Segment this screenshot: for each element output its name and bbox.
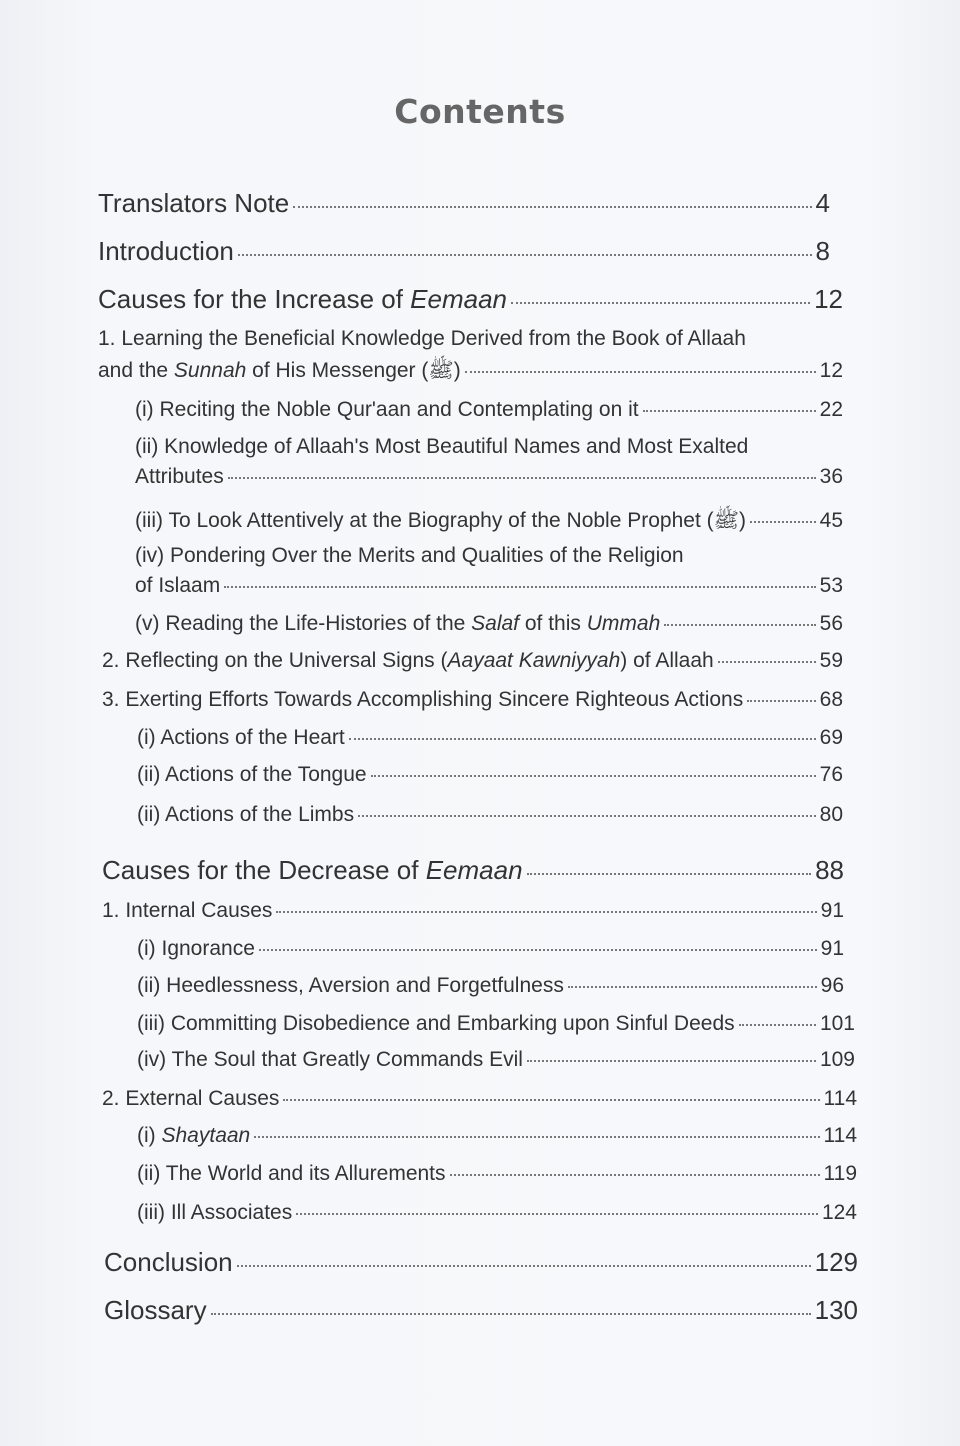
toc-entry-title: (ii) Actions of the Limbs (137, 803, 355, 826)
toc-page-number: 4 (815, 188, 830, 218)
page-title: Contents (394, 92, 566, 131)
toc-page-number: 68 (819, 688, 843, 711)
toc-page-number: 114 (823, 1087, 857, 1110)
toc-entry (102, 1087, 857, 1111)
toc-entry (98, 236, 830, 267)
toc-entry (137, 937, 844, 961)
toc-entry-title: 2. Reflecting on the Universal Signs ( (102, 649, 448, 672)
toc-entry-title: (ii) Actions of the Tongue (137, 763, 367, 786)
toc-page-number: 8 (815, 236, 830, 266)
toc-page-number: 53 (819, 574, 843, 597)
toc-entry-title: 3. Exerting Efforts Towards Accomplishing Sincere Righteous Actions (102, 688, 744, 711)
toc-entry-title: (i) Ignorance (137, 937, 255, 960)
toc-entry (135, 612, 843, 636)
toc-page-number: 129 (814, 1247, 858, 1277)
toc-entry (137, 1124, 857, 1148)
toc-entry-title: of Islaam (135, 574, 221, 597)
toc-entry-title: of this (519, 612, 587, 635)
toc-entry-title: Glossary (104, 1295, 207, 1325)
toc-entry (98, 188, 830, 219)
toc-page-number: 69 (819, 726, 843, 749)
toc-entry-title: (ii) Heedlessness, Aversion and Forgetfulness (137, 974, 564, 997)
toc-page-number: 56 (819, 612, 843, 635)
toc-entry (104, 1295, 858, 1326)
toc-entry-title: (iv) The Soul that Greatly Commands Evil (137, 1048, 523, 1071)
toc-entry-title-line1: (iv) Pondering Over the Merits and Qualities of the Religion (135, 544, 684, 567)
toc-page-number: 114 (823, 1124, 857, 1147)
toc-entry-title-line1: (ii) Knowledge of Allaah's Most Beautiful Names and Most Exalted (135, 435, 749, 458)
toc-entry-emphasis: Salaf (471, 612, 520, 635)
toc-entry-emphasis: Eemaan (425, 855, 523, 885)
toc-entry-title: 2. External Causes (102, 1087, 280, 1110)
toc-page-number: 36 (819, 465, 843, 488)
toc-entry (137, 763, 843, 787)
toc-entry-title: Causes for the Decrease of (102, 855, 426, 885)
toc-entry (137, 1048, 855, 1072)
toc-entry (137, 1201, 857, 1225)
toc-entry-title: Conclusion (104, 1247, 233, 1277)
toc-entry-title: (iii) Committing Disobedience and Embarking upon Sinful Deeds (137, 1012, 735, 1035)
toc-page-number: 45 (819, 509, 843, 532)
toc-entry-title: (ii) The World and its Allurements (137, 1162, 446, 1185)
toc-entry-emphasis: Aayaat Kawniyyah (447, 649, 621, 672)
toc-entry-title: (i) (137, 1124, 162, 1147)
toc-entry-title: Introduction (98, 236, 234, 266)
toc-page-number: 22 (819, 398, 843, 421)
toc-page-number: 88 (815, 855, 844, 885)
toc-page-number: 130 (814, 1295, 858, 1325)
toc-entry-title: (iii) To Look Attentively at the Biography of the Noble Prophet (ﷺ) (135, 509, 746, 532)
toc-page-number: 96 (820, 974, 844, 997)
toc-entry (102, 649, 843, 673)
toc-page-number: 101 (819, 1012, 855, 1035)
toc-entry-title: ) of Allaah (620, 649, 714, 672)
toc-entry-title: (i) Reciting the Noble Qur'aan and Contemplating on it (135, 398, 639, 421)
toc-entry (98, 327, 843, 388)
toc-entry-title: Translators Note (98, 188, 290, 218)
toc-entry (137, 726, 843, 750)
toc-entry-title: 1. Internal Causes (102, 899, 273, 922)
toc-entry-title: Causes for the Increase of (98, 284, 411, 314)
toc-page-number: 59 (819, 649, 843, 672)
toc-page-number: 124 (821, 1201, 857, 1224)
toc-entry (102, 688, 843, 712)
toc-entry (137, 803, 843, 827)
toc-page-number: 12 (819, 359, 843, 382)
toc-entry (137, 974, 844, 998)
toc-entry-title: (i) Actions of the Heart (137, 726, 345, 749)
toc-page-number: 109 (819, 1048, 855, 1071)
toc-entry (104, 1247, 858, 1278)
toc-section-heading (98, 284, 843, 315)
toc-entry (135, 544, 843, 598)
toc-entry-title: (iii) Ill Associates (137, 1201, 293, 1224)
toc-page-number: 91 (820, 937, 844, 960)
toc-section-heading (102, 855, 844, 886)
toc-entry-title: Attributes (135, 465, 224, 488)
toc-entry-title-line1: 1. Learning the Beneficial Knowledge Derived from the Book of Allaah (98, 327, 746, 350)
toc-entry-emphasis: Eemaan (410, 284, 508, 314)
toc-entry-emphasis: Ummah (586, 612, 661, 635)
toc-page-number: 12 (814, 284, 843, 314)
toc-page-number: 91 (820, 899, 844, 922)
toc-entry (137, 1012, 855, 1036)
toc-entry (135, 398, 843, 422)
toc-page-number: 80 (819, 803, 843, 826)
toc-entry-title: (v) Reading the Life-Histories of the (135, 612, 472, 635)
toc-page-number: 119 (823, 1162, 857, 1185)
toc-entry (135, 507, 843, 538)
toc-entry-emphasis: Sunnah (173, 359, 247, 382)
toc-page-number: 76 (819, 763, 843, 786)
toc-entry (135, 435, 843, 489)
toc-entry (102, 899, 844, 923)
toc-entry-title: of His Messenger (ﷺ) (246, 359, 461, 382)
toc-entry-title: and the (98, 359, 174, 382)
toc-entry (137, 1162, 857, 1186)
toc-entry-emphasis: Shaytaan (161, 1124, 251, 1147)
